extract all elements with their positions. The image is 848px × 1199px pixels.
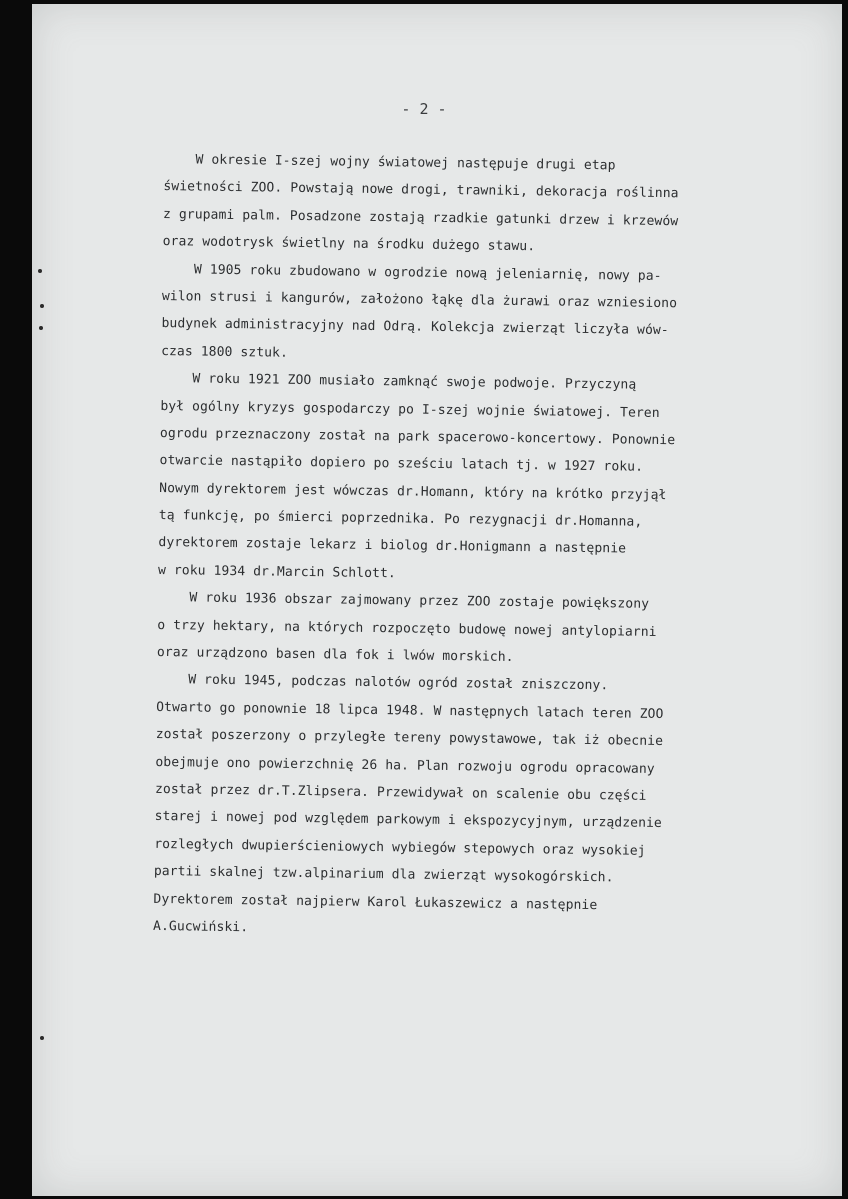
text-line: wilon strusi i kangurów, założono łąkę dla żurawi oraz wzniesiono xyxy=(161,288,678,312)
text-line: z grupami palm. Posadzone zostają rzadkie gatunki drzew i krzewów xyxy=(162,206,679,229)
text-line: Otwarto go ponownie 18 lipca 1948. W następnych latach teren ZOO xyxy=(156,699,664,722)
text-line: świetności ZOO. Powstają nowe drogi, trawniki, dekoracja roślinna xyxy=(163,179,679,202)
text-line: czas 1800 sztuk. xyxy=(161,343,289,361)
text-line: został poszerzony o przyległe tereny powystawowe, tak iż obecnie xyxy=(155,727,664,750)
text-line: dyrektorem zostaje lekarz i biolog dr.Honigmann a następnie xyxy=(158,535,627,557)
text-line: był ogólny kryzys gospodarczy po I-szej wojnie światowej. Teren xyxy=(160,398,660,421)
text-line: W okresie I-szej wojny światowej następuje drugi etap xyxy=(163,151,616,174)
text-line: otwarcie nastąpiło dopiero po sześciu latach tj. w 1927 roku. xyxy=(159,453,644,476)
text-line: w roku 1934 dr.Marcin Schlott. xyxy=(157,562,396,582)
text-line: starej i nowej pod względem parkowym i ekspozycyjnym, urządzenie xyxy=(154,809,663,832)
text-line: W 1905 roku zbudowano w ogrodzie nową jeleniarnię, nowy pa- xyxy=(162,261,662,284)
text-line: o trzy hektary, na których rozpoczęto budowę nowej antylopiarni xyxy=(157,617,657,640)
text-line: oraz wodotrysk świetlny na środku dużego stawu. xyxy=(162,234,536,255)
text-line: W roku 1936 obszar zajmowany przez ZOO zostaje powiększony xyxy=(157,590,650,613)
text-line: W roku 1945, podczas nalotów ogród został zniszczony. xyxy=(156,672,609,694)
text-line: A.Gucwiński. xyxy=(152,918,249,936)
page-number: - 2 - xyxy=(401,100,447,118)
text-line: W roku 1921 ZOO musiało zamknąć swoje podwoje. Przyczyną xyxy=(160,371,637,393)
text-line: został przez dr.T.Zlipsera. Przewidywał on scalenie obu części xyxy=(154,781,647,804)
text-line: partii skalnej tzw.alpinarium dla zwierząt wysokogórskich. xyxy=(153,864,614,886)
margin-dot xyxy=(39,326,43,330)
text-line: ogrodu przeznaczony został na park spacerowo-koncertowy. Ponownie xyxy=(159,425,676,449)
text-line: budynek administracyjny nad Odrą. Kolekcja zwierząt liczyła wów- xyxy=(161,316,669,339)
text-line: tą funkcję, po śmierci poprzednika. Po rezygnacji dr.Homanna, xyxy=(158,508,643,530)
margin-dot xyxy=(40,304,44,308)
margin-dot xyxy=(40,1036,44,1040)
document-body xyxy=(153,146,828,950)
text-line: Nowym dyrektorem jest wówczas dr.Homann, który na krótko przyjął xyxy=(159,480,667,503)
text-line: oraz urządzono basen dla fok i lwów morskich. xyxy=(156,644,514,665)
text-line: obejmuje ono powierzchnię 26 ha. Plan rozwoju ogrodu opracowany xyxy=(155,754,655,777)
text-line: Dyrektorem został najpierw Karol Łukaszewicz a następnie xyxy=(153,891,598,913)
text-line: rozległych dwupierścieniowych wybiegów stepowych oraz wysokiej xyxy=(154,836,646,859)
margin-dot xyxy=(38,269,42,273)
